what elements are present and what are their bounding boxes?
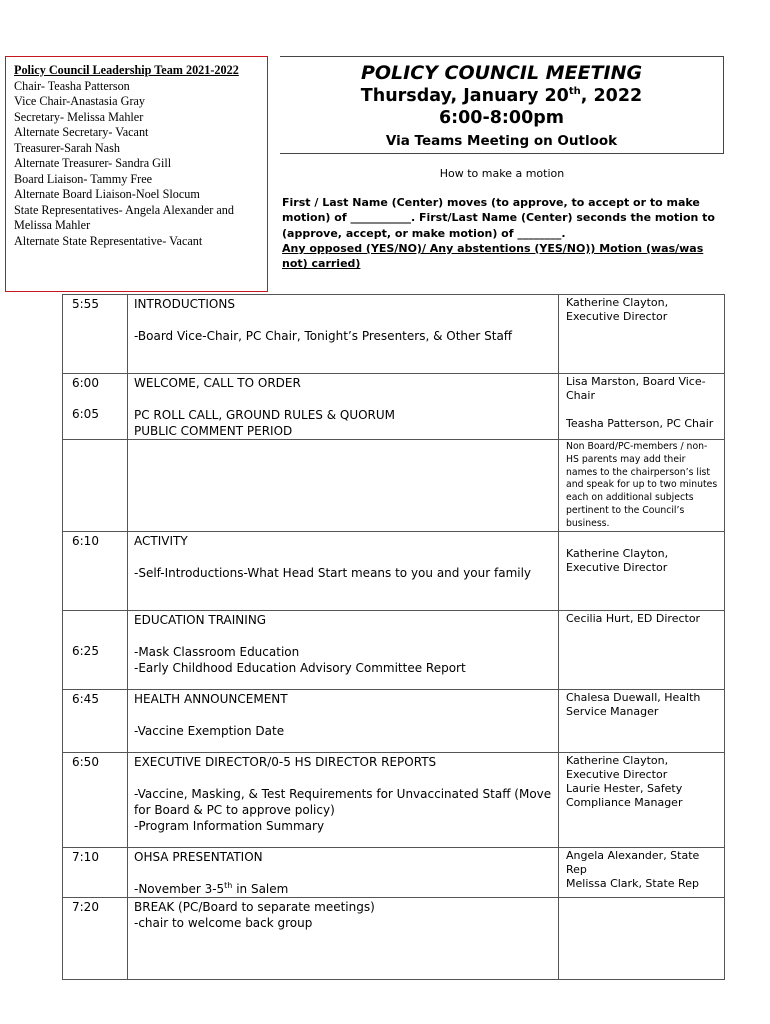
meeting-date-main: Thursday, January 20 [360,86,569,106]
meeting-title: POLICY COUNCIL MEETING [360,62,643,84]
agenda-time [63,610,128,689]
agenda-item [128,847,559,897]
leader-state-reps: State Representatives- Angela Alexander and Melissa Mahler [14,202,234,232]
agenda-presenter: Chalesa Duewall, Health Service Manager [559,689,725,752]
agenda-row [63,847,725,897]
agenda-presenter-note: Non Board/PC-members / non-HS parents may add their names to the chairperson’s list and speak for up to two minutes each on additional subjects pertinent to the Council’s business. [559,440,725,532]
meeting-date-sup: th [568,86,581,98]
leader-treasurer: Treasurer-Sarah Nash [14,140,120,155]
agenda-item-title: OHSA PRESENTATION [134,849,263,864]
agenda-time: 7:20 [63,897,128,979]
agenda-item-title: WELCOME, CALL TO ORDER [134,376,301,390]
presenter-name: Katherine Clayton, Executive Director [566,753,669,781]
agenda-item [128,897,559,979]
motion-instructions [282,195,727,271]
agenda-presenter: Katherine Clayton, Executive Director [559,295,725,374]
agenda-item-title: BREAK (PC/Board to separate meetings) [134,899,375,914]
agenda-item-detail: -chair to welcome back group [134,915,313,930]
agenda-time-value: 6:00 [72,376,99,390]
motion-line-2: Any opposed (YES/NO)/ Any abstentions (YES/NO)) Motion (was/was not) carried) [282,241,704,271]
agenda-detail-sup: th [224,880,233,890]
presenter-name: Teasha Patterson, PC Chair [566,417,714,430]
agenda-row [63,440,725,532]
leader-chair: Chair- Teasha Patterson [14,78,130,93]
meeting-via: Via Teams Meeting on Outlook [385,133,618,149]
agenda-row [63,295,725,374]
agenda-presenter [559,374,725,440]
agenda-presenter [559,897,725,979]
agenda-time: 6:10 [63,531,128,610]
leadership-team-box [5,56,268,292]
agenda-item-detail: -Program Information Summary [134,818,325,833]
agenda-item-detail: -Self-Introductions-What Head Start means to you and your family [134,565,532,580]
agenda-presenter [559,752,725,847]
agenda-item-detail: -Vaccine, Masking, & Test Requirements for Unvaccinated Staff (Move for Board & PC to approve policy) [134,786,552,817]
agenda-item [128,295,559,374]
agenda-item-title: PUBLIC COMMENT PERIOD [134,424,293,438]
agenda-row [63,752,725,847]
agenda-item-detail [134,881,552,897]
agenda-item-detail: -Board Vice-Chair, PC Chair, Tonight’s Presenters, & Other Staff [134,329,513,343]
presenter-name: Angela Alexander, State Rep [566,848,700,876]
agenda-detail-text: -November 3-5 [134,881,225,896]
agenda-row [63,610,725,689]
agenda-time: 6:45 [63,689,128,752]
leader-vice-chair: Vice Chair-Anastasia Gray [14,94,146,108]
agenda-item-detail: -Early Childhood Education Advisory Committee Report [134,660,466,675]
leader-alt-board-liaison: Alternate Board Liaison-Noel Slocum [14,187,200,201]
presenter-name: Lisa Marston, Board Vice-Chair [566,375,706,402]
agenda-item-detail: -Vaccine Exemption Date [134,723,285,738]
agenda-presenter [559,847,725,897]
leader-alt-treasurer: Alternate Treasurer- Sandra Gill [14,156,172,170]
agenda-row [63,531,725,610]
presenter-name: Laurie Hester, Safety Compliance Manager [566,781,683,809]
agenda-item [128,689,559,752]
agenda-time [63,374,128,440]
agenda-item-title: ACTIVITY [134,533,188,548]
leader-alt-secretary: Alternate Secretary- Vacant [14,125,149,139]
agenda-time: 5:55 [63,295,128,374]
motion-line-1: First / Last Name (Center) moves (to approve, to accept or to make motion) of ___________. First/Last Name (Center) seconds the motion to (approve, accept, or make motion) of ________. [282,196,715,240]
leader-alt-state-rep: Alternate State Representative- Vacant [14,233,203,248]
agenda-time: 7:10 [63,847,128,897]
leadership-title: Policy Council Leadership Team 2021-2022 [14,63,239,77]
agenda-row [63,374,725,440]
agenda-time: 6:50 [63,752,128,847]
presenter-name: Melissa Clark, State Rep [566,876,699,890]
meeting-date [280,85,723,107]
agenda-item [128,531,559,610]
agenda-row [63,897,725,979]
agenda-time-value: 6:25 [72,643,99,658]
agenda-presenter: Cecilia Hurt, ED Director [559,610,725,689]
agenda-item-detail: PC ROLL CALL, GROUND RULES & QUORUM [134,408,396,422]
agenda-detail-suffix: in Salem [232,881,289,896]
meeting-header-box [280,56,724,154]
agenda-item-title: INTRODUCTIONS [134,297,235,311]
meeting-time: 6:00-8:00pm [438,108,565,128]
motion-heading: How to make a motion [439,167,565,180]
agenda-item-title: EDUCATION TRAINING [134,612,267,627]
agenda-item-title: HEALTH ANNOUNCEMENT [134,691,288,706]
agenda-presenter [559,531,725,610]
agenda-table [62,294,725,980]
agenda-item-title: EXECUTIVE DIRECTOR/0-5 HS DIRECTOR REPORTS [134,754,437,769]
leader-secretary: Secretary- Melissa Mahler [14,109,144,124]
agenda-item [128,610,559,689]
presenter-name: Katherine Clayton, Executive Director [566,546,669,574]
agenda-item [128,752,559,847]
agenda-row [63,689,725,752]
meeting-date-year: , 2022 [580,86,643,106]
agenda-item [128,374,559,440]
leader-board-liaison: Board Liaison- Tammy Free [14,171,153,186]
agenda-time-value: 6:05 [72,407,99,421]
agenda-item-detail: -Mask Classroom Education [134,644,300,659]
